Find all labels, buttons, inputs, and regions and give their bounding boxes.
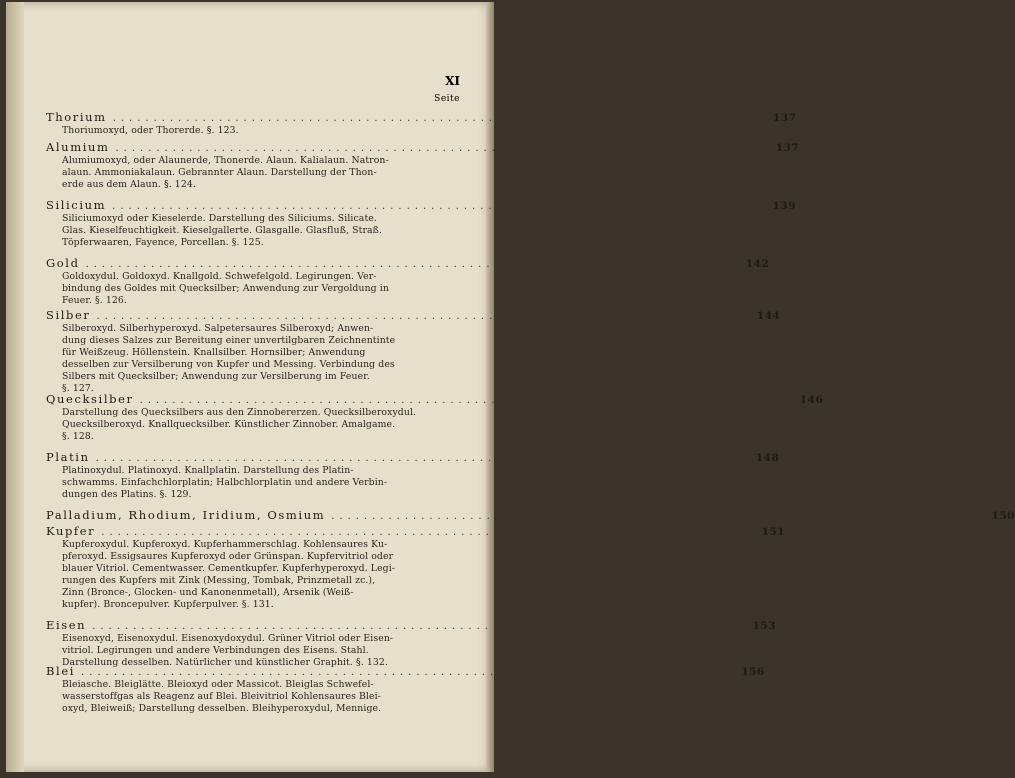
- description-line: desselben zur Versilberung von Kupfer und Messing. Verbindung des: [62, 359, 395, 370]
- description-line: kupfer). Broncepulver. Kupferpulver. §. 131.: [62, 599, 274, 610]
- description-line: Silbers mit Quecksilber; Anwendung zur Versilberung im Feuer.: [62, 371, 370, 382]
- toc-entry-heading: [46, 140, 800, 155]
- toc-entry: [46, 140, 800, 191]
- toc-entry-heading: [46, 110, 797, 125]
- toc-entry-heading: [46, 308, 781, 323]
- description-line: vitriol. Legirungen und andere Verbindungen des Eisens. Stahl.: [62, 645, 369, 656]
- toc-entry-page: 148: [755, 452, 780, 464]
- leader-dots: ................................................................................: [85, 259, 740, 270]
- description-line: §. 128.: [62, 431, 94, 442]
- toc-entry-page: 156: [741, 666, 765, 678]
- toc-entry-title: Alumium: [46, 140, 110, 154]
- toc-entry-description: [62, 465, 406, 501]
- toc-entry: [46, 508, 1015, 523]
- description-line: Silberoxyd. Silberhyperoxyd. Salpetersaures Silberoxyd; Anwen-: [62, 323, 374, 334]
- toc-entry-heading: [46, 664, 765, 679]
- toc-entry-title: Silber: [46, 308, 91, 322]
- toc-entry-title: Platin: [46, 450, 90, 464]
- toc-entry-page: 142: [745, 258, 770, 270]
- description-line: Darstellung desselben. Natürlicher und künstlicher Graphit. §. 132.: [62, 657, 388, 668]
- description-line: Platinoxydul. Platinoxyd. Knallplatin. Darstellung des Platin-: [62, 465, 354, 476]
- leader-dots: ................................................................................: [115, 143, 770, 154]
- description-line: Darstellung des Quecksilbers aus den Zinnobererzen. Quecksilberoxydul.: [62, 407, 417, 418]
- toc-entry-description: [62, 407, 417, 443]
- description-line: Kupferoxydul. Kupferoxyd. Kupferhammerschlag. Kohlensaures Ku-: [62, 539, 388, 550]
- description-line: Bleiasche. Bleiglätte. Bleioxyd oder Massicot. Bleiglas Schwefel-: [62, 679, 374, 690]
- toc-entry-description: [62, 125, 406, 137]
- leader-dots: ................................................................................: [92, 621, 747, 632]
- toc-entry-page: 139: [772, 200, 796, 212]
- toc-entry-description: [62, 539, 406, 611]
- leader-dots: ................................................................................: [81, 667, 736, 678]
- description-line: Quecksilberoxyd. Knallquecksilber. Künstlicher Zinnober. Amalgame.: [62, 419, 396, 430]
- toc-entry: [46, 198, 796, 249]
- toc-entry: [46, 524, 785, 611]
- toc-entry-title: Thorium: [46, 110, 107, 124]
- description-line: bindung des Goldes mit Quecksilber; Anwendung zur Vergoldung in: [62, 283, 389, 294]
- description-line: dung dieses Salzes zur Bereitung einer unvertilgbaren Zeichnentinte: [62, 335, 396, 346]
- toc-entry: [46, 256, 770, 307]
- leader-dots: ................................................................................: [96, 311, 751, 322]
- toc-entry-title: Quecksilber: [46, 392, 134, 406]
- toc-entry-page: 144: [756, 310, 781, 322]
- description-line: Eisenoxyd, Eisenoxydul. Eisenoxydoxydul. Grüner Vitriol oder Eisen-: [62, 633, 394, 644]
- toc-entry-title: Palladium, Rhodium, Iridium, Osmium: [46, 508, 326, 522]
- toc-entry: [46, 618, 776, 669]
- description-line: wasserstoffgas als Reagenz auf Blei. Bleivitriol Kohlensaures Blei-: [62, 691, 381, 702]
- toc-entry-heading: [46, 618, 776, 633]
- description-line: rungen des Kupfers mit Zink (Messing, Tombak, Prinzmetall zc.),: [62, 575, 376, 586]
- toc-entry-page: 150: [991, 510, 1015, 522]
- toc-entry-heading: [46, 392, 824, 407]
- leader-dots: ................................................................................: [139, 395, 794, 406]
- page-number: XI: [445, 74, 460, 88]
- leader-dots: ................................................................................: [112, 113, 767, 124]
- toc-entry-description: [62, 271, 406, 307]
- description-line: oxyd, Bleiweiß; Darstellung desselben. Bleihyperoxydul, Mennige.: [62, 703, 382, 714]
- description-line: blauer Vitriol. Cementwasser. Cementkupfer. Kupferhyperoxyd. Legi-: [62, 563, 396, 574]
- toc-entry: [46, 110, 797, 137]
- description-line: alaun. Ammoniakalaun. Gebrannter Alaun. Darstellung der Thon-: [62, 167, 377, 178]
- description-line: pferoxyd. Essigsaures Kupferoxyd oder Grünspan. Kupfervitriol oder: [62, 551, 394, 562]
- toc-entry-description: [62, 323, 406, 395]
- toc-entry-description: [62, 213, 406, 249]
- toc-entry-title: Kupfer: [46, 524, 96, 538]
- toc-entry-heading: [46, 256, 770, 271]
- toc-entry-heading: [46, 450, 780, 465]
- toc-entry-heading: [46, 524, 785, 539]
- toc-entry-page: 151: [761, 526, 785, 538]
- toc-entry: [46, 450, 780, 501]
- toc-entry-title: Silicium: [46, 198, 107, 212]
- description-line: Goldoxydul. Goldoxyd. Knallgold. Schwefelgold. Legirungen. Ver-: [62, 271, 377, 282]
- toc-entry-page: 137: [772, 112, 797, 124]
- description-line: Feuer. §. 126.: [62, 295, 127, 306]
- toc-entry-description: [62, 155, 406, 191]
- toc-entry-description: [62, 679, 406, 715]
- description-line: für Weißzeug. Höllenstein. Knallsilber. Hornsilber; Anwendung: [62, 347, 366, 358]
- description-line: Alumiumoxyd, oder Alaunerde, Thonerde. Alaun. Kalialaun. Natron-: [62, 155, 389, 166]
- toc-entry-title: Eisen: [46, 618, 87, 632]
- leader-dots: ................................................................................: [95, 453, 750, 464]
- description-line: dungen des Platins. §. 129.: [62, 489, 192, 500]
- toc-entry-page: 137: [775, 142, 800, 154]
- leader-dots: ................................................................................: [101, 527, 756, 538]
- description-line: Glas. Kieselfeuchtigkeit. Kieselgallerte. Glasgalle. Glasfluß, Straß.: [62, 225, 382, 236]
- description-line: Zinn (Bronce-, Glocken- und Kanonenmetall), Arsenik (Weiß-: [62, 587, 354, 598]
- column-header-seite: Seite: [434, 94, 460, 104]
- description-line: Thoriumoxyd, oder Thorerde. §. 123.: [62, 125, 239, 136]
- description-line: §. 127.: [62, 383, 94, 394]
- toc-entry-heading: [46, 508, 1015, 523]
- toc-entry: [46, 664, 765, 715]
- leader-dots: ................................................................................: [331, 511, 986, 522]
- toc-entry-title: Gold: [46, 256, 80, 270]
- toc-entry-page: 146: [799, 394, 824, 406]
- toc-entry-title: Blei: [46, 664, 76, 678]
- description-line: Töpferwaaren, Fayence, Porcellan. §. 125.: [62, 237, 264, 248]
- leader-dots: ................................................................................: [112, 201, 767, 212]
- page-gutter: [6, 2, 24, 772]
- description-line: schwamms. Einfachchlorplatin; Halbchlorplatin und andere Verbin-: [62, 477, 388, 488]
- toc-entry: [46, 308, 781, 395]
- toc-entry: [46, 392, 824, 443]
- description-line: erde aus dem Alaun. §. 124.: [62, 179, 196, 190]
- toc-entry-page: 153: [752, 620, 776, 632]
- toc-entry-heading: [46, 198, 796, 213]
- description-line: Siliciumoxyd oder Kieselerde. Darstellung des Siliciums. Silicate.: [62, 213, 377, 224]
- book-page: [6, 2, 1015, 772]
